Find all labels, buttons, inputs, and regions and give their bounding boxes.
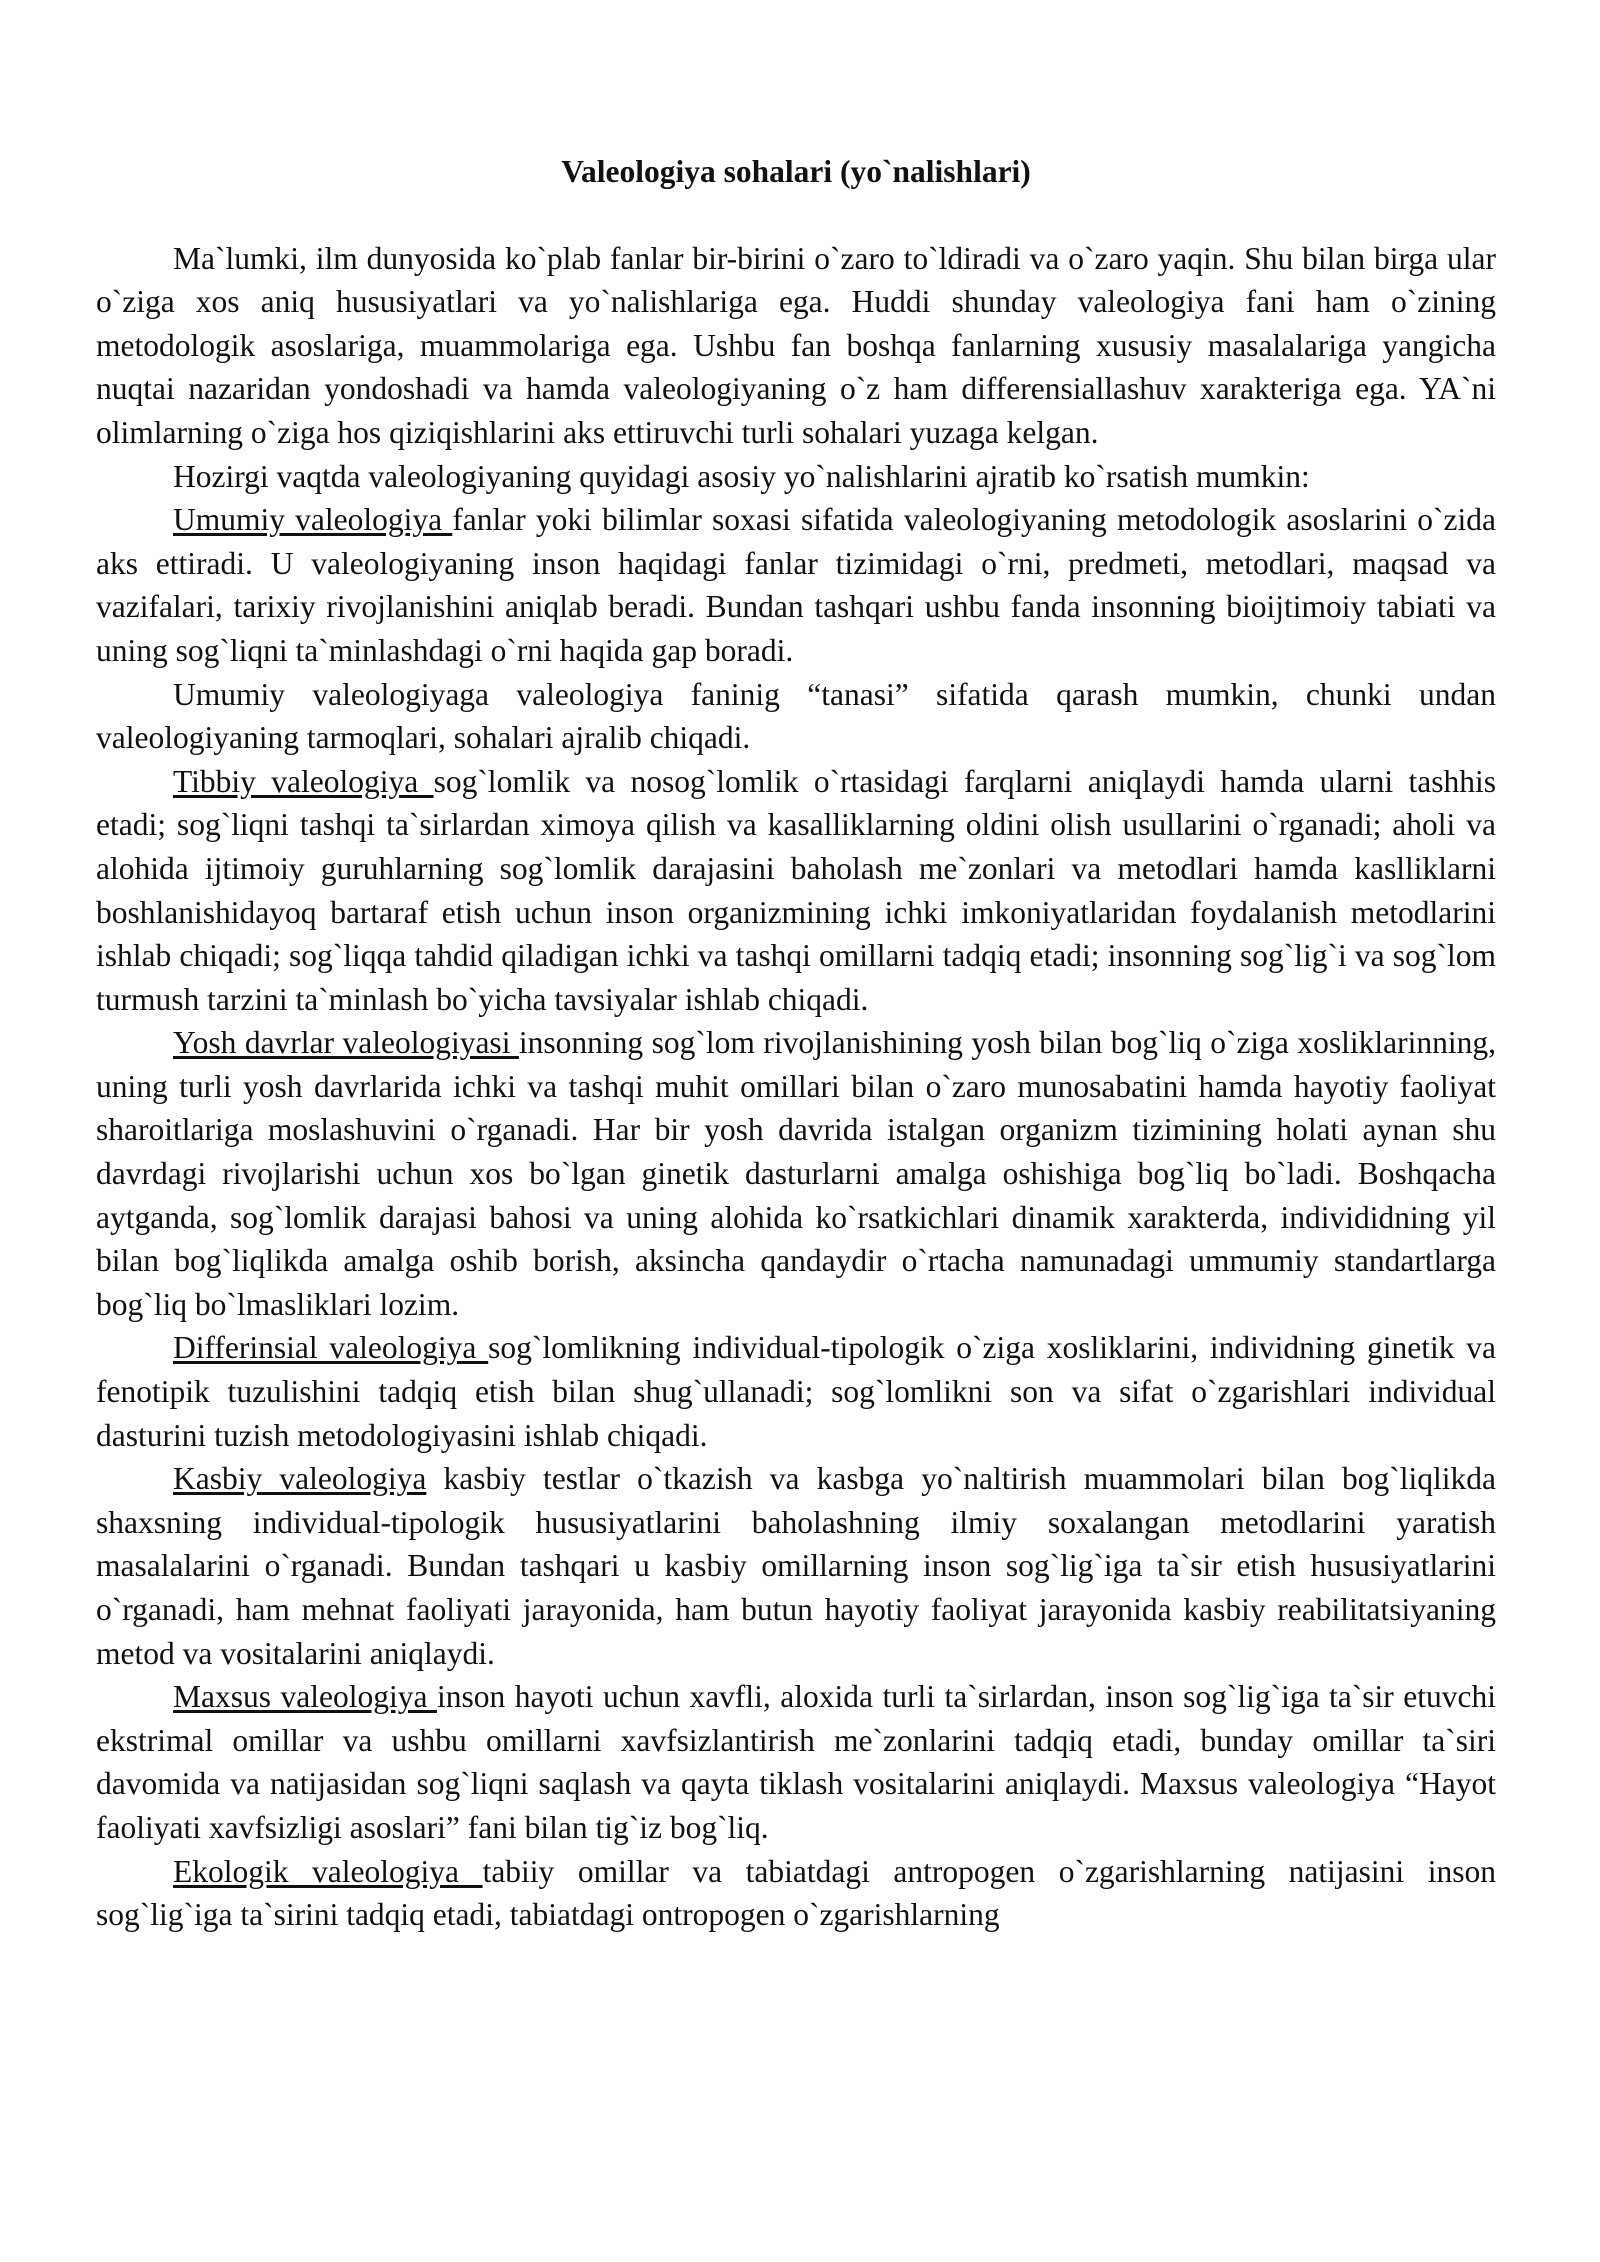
paragraph-directions bbox=[96, 455, 1496, 499]
document-page bbox=[96, 150, 1496, 1937]
paragraph-differential-valeology bbox=[96, 1326, 1496, 1457]
paragraph-text: inson hayoti uchun xavfli, aloxida turli ta`sirlardan, inson sog`lig`iga ta`sir etuvchi ekstrimal omillar va ushbu omillarni xavfsizlantirish me`zonlarini tadqiq etadi, bunday omillar ta`siri davomida va natijasidan sog`liqni saqlash va qayta tiklash vositalarini aniqlaydi. Maxsus valeologiya “Hayot faoliyati xavfsizligi asoslari” fani bilan tig`iz bog`liq. bbox=[96, 1679, 1496, 1845]
paragraph-text: sog`lomlikning individual-tipologik o`ziga xosliklarini, individning ginetik va fenotipik tuzulishini tadqiq etish bilan shug`ullanadi; sog`lomlikni son va sifat o`zgarishlari individual dasturini tuzish metodologiyasini ishlab chiqadi. bbox=[96, 1330, 1496, 1453]
paragraph-ecological-valeology bbox=[96, 1850, 1496, 1937]
paragraph-text: sog`lomlik va nosog`lomlik o`rtasidagi farqlarni aniqlaydi hamda ularni tashhis etadi; sog`liqni tashqi ta`sirlardan ximoya qilish va kasalliklarning oldini olish usullarini o`rganadi; aholi va alohida ijtimoiy guruhlarning sog`lomlik darajasini baholash me`zonlari va metodlari hamda kaslliklarni boshlanishidayoq bartaraf etish uchun inson organizmining ichki imkoniyatlaridan foydalanish metodlarini ishlab chiqadi; sog`liqqa tahdid qiladigan ichki va tashqi omillarni tadqiq etadi; insonning sog`lig`i va sog`lom turmush tarzini ta`minlash bo`yicha tavsiyalar ishlab chiqadi. bbox=[96, 763, 1496, 1017]
term-general-valeology: Umumiy valeologiya bbox=[173, 502, 453, 538]
term-age-valeology: Yosh davrlar valeologiyasi bbox=[173, 1025, 519, 1061]
term-medical-valeology: Tibbiy valeologiya bbox=[173, 763, 434, 799]
paragraph-text: Ma`lumki, ilm dunyosida ko`plab fanlar bir-birini o`zaro to`ldiradi va o`zaro yaqin. Shu bilan birga ular o`ziga xos aniq hususiyatlari va yo`nalishlariga ega. Huddi shunday valeologiya fani ham o`zining metodologik asoslariga, muammolariga ega. Ushbu fan boshqa fanlarning xususiy masalalariga yangicha nuqtai nazaridan yondoshadi va hamda valeologiyaning o`z ham differensiallashuv xarakteriga ega. YA`ni olimlarning o`ziga hos qiziqishlarini aks ettiruvchi turli sohalari yuzaga kelgan. bbox=[96, 240, 1496, 450]
paragraph-text: tabiiy omillar va tabiatdagi antropogen o`zgarishlarning natijasini inson sog`lig`iga ta`sirini tadqiq etadi, tabiatdagi ontropogen o`zgarishlarning bbox=[96, 1853, 1496, 1933]
paragraph-intro bbox=[96, 237, 1496, 455]
paragraph-medical-valeology bbox=[96, 760, 1496, 1022]
paragraph-text: Hozirgi vaqtda valeologiyaning quyidagi asosiy yo`nalishlarini ajratib ko`rsatish mumkin: bbox=[173, 458, 1310, 494]
paragraph-text: kasbiy testlar o`tkazish va kasbga yo`naltirish muammolari bilan bog`liqlikda shaxsning individual-tipologik hususiyatlarini baholashning ilmiy soxalangan metodlarini yaratish masalalarini o`rganadi. Bundan tashqari u kasbiy omillarning inson sog`lig`iga ta`sir etish hususiyatlarini o`rganadi, ham mehnat faoliyati jarayonida, ham butun hayotiy faoliyat jarayonida kasbiy reabilitatsiyaning metod va vositalarini aniqlaydi. bbox=[96, 1461, 1496, 1671]
term-differential-valeology: Differinsial valeologiya bbox=[173, 1330, 489, 1366]
paragraph-age-valeology bbox=[96, 1021, 1496, 1326]
paragraph-general-valeology bbox=[96, 498, 1496, 672]
paragraph-text: fanlar yoki bilimlar soxasi sifatida valeologiyaning metodologik asoslarini o`zida aks ettiradi. U valeologiyaning inson haqidagi fanlar tizimidagi o`rni, predmeti, metodlari, maqsad va vazifalari, tarixiy rivojlanishini aniqlab beradi. Bundan tashqari ushbu fanda insonning bioijtimoiy tabiati va uning sog`liqni ta`minlashdagi o`rni haqida gap boradi. bbox=[96, 502, 1496, 668]
paragraph-general-valeology-body bbox=[96, 673, 1496, 760]
document-title: Valeologiya sohalari (yo`nalishlari) bbox=[561, 154, 1031, 189]
paragraph-text: Umumiy valeologiyaga valeologiya faninig “tanasi” sifatida qarash mumkin, chunki undan valeologiyaning tarmoqlari, sohalari ajralib chiqadi. bbox=[96, 676, 1496, 756]
paragraph-special-valeology bbox=[96, 1675, 1496, 1849]
term-ecological-valeology: Ekologik valeologiya bbox=[173, 1853, 483, 1889]
paragraph-text: insonning sog`lom rivojlanishining yosh bilan bog`liq o`ziga xosliklarinning, uning turli yosh davrlarida ichki va tashqi muhit omillari bilan o`zaro munosabatini hamda hayotiy faoliyat sharoitlariga moslashuvini o`rganadi. Har bir yosh davrida istalgan organizm tizimining holati aynan shu davrdagi rivojlarishi uchun xos bo`lgan ginetik dasturlarni amalga oshishiga bog`liq bo`ladi. Boshqacha aytganda, sog`lomlik darajasi bahosi va uning alohida ko`rsatkichlari dinamik xarakterda, individidning yil bilan bog`liqlikda amalga oshib borish, aksincha qandaydir o`rtacha namunadagi ummumiy standartlarga bog`liq bo`lmasliklari lozim. bbox=[96, 1025, 1496, 1322]
term-professional-valeology: Kasbiy valeologiya bbox=[173, 1461, 427, 1497]
term-special-valeology: Maxsus valeologiya bbox=[173, 1679, 437, 1715]
paragraph-professional-valeology bbox=[96, 1457, 1496, 1675]
